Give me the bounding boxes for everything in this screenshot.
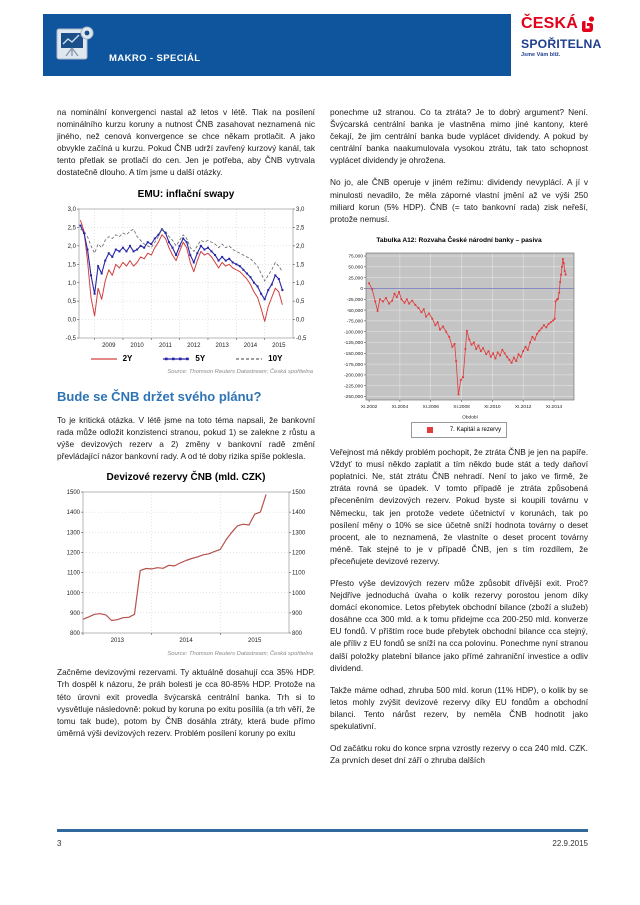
logo-text-ceska: ČESKÁ [521,15,579,32]
svg-text:2013: 2013 [215,342,229,349]
svg-text:900: 900 [292,611,303,618]
svg-text:0,0: 0,0 [296,317,305,324]
chart-title: Devizové rezervy ČNB (mld. CZK) [106,472,266,484]
chart-source: Source: Thomson Reuters Datastream; Česká spořitelna [167,651,313,658]
paragraph: Veřejnost má někdy problém pochopit, že ztráta ČNB je jen na papíře. Vždyť to musí někdo zaplatit a tím někdo bude stát a tedy daňoví poplatníci. Ne, stát ztrátu ČNB nehradí. Není to jako ve firmě, že ztráta rovná se úpadek. V tomto případě je ztráta způsobená přeceněním devizových rezerv. Pokud byste si koupili továrnu v Německu, tak jen protože vedete účetnictví v korunách, tak po posílení měny o 10% se sice účetně sníží hodnota továrny o deset procent, ale to neznamená, že vlastníte o deset procent továrny méně. Tak stejné to je v případě ČNB, jen s tím rozdílem, že přeceňujete devizové rezervy. [330,447,588,566]
footer-divider [57,829,588,832]
svg-text:1,5: 1,5 [296,262,305,269]
section-heading: Bude se ČNB držet svého plánu? [57,388,262,404]
paragraph: na nominální konvergenci nastal až letos v létě. Tlak na posílení nominálního kurzu koruny a nutnost ČNB zasahovat neznamená nic jiného, než cenová konvergence se chce někam protlačit. A jako obvykle začíná u kurzu. Pokud ČNB udrží zavřený kurzový kanál, tak tento přetlak se protlačí do cen. Jen je potřeba, aby ČNB vytrvala dostatečně dlouho. A tím jsme u další otázky. [57,107,315,178]
header-bar [43,14,511,76]
svg-text:3,0: 3,0 [67,206,76,213]
svg-text:2011: 2011 [158,342,172,349]
svg-text:-75,000: -75,000 [346,319,363,325]
svg-text:1300: 1300 [66,530,80,537]
svg-text:2015: 2015 [247,638,262,645]
svg-text:Období: Období [462,415,478,420]
svg-text:1100: 1100 [292,570,305,577]
svg-text:XI.2012: XI.2012 [514,404,532,410]
svg-text:1,5: 1,5 [67,262,76,269]
chart-title: EMU: inflační swapy [137,188,235,200]
svg-text:-225,000: -225,000 [344,384,363,390]
logo-tagline: Jsme Vám blíž. [521,52,561,59]
paragraph: Začněme devizovými rezervami. Ty aktuálně dosahují cca 35% HDP. Trh dospěl k názoru, že práh bolesti je cca 80-85% HDP. Protože na této úrovni exit provedla švýcarská centrální banka. Trh si to vysvětluje následovně: pokud by koruna po exitu posílila (a trh věří, že tomu tak bude), potom by ČNB dosáhla ztráty, která bude přímo úměrná výši devizových rezerv. Problém posílení koruny po exitu [57,667,315,738]
svg-text:0,0: 0,0 [67,317,76,324]
sparkasse-s-icon [581,16,596,37]
emu-inflation-swaps-chart [57,189,315,378]
svg-text:2015: 2015 [272,342,286,349]
paragraph: Přesto výše devizových rezerv může způsobit dřívější exit. Proč? Nejdříve jednoduchá úvaha o kolik rezervy porostou jenom díky domácí ekonomice. Letos přebytek obchodní bilance (zboží a služeb) dosáhne cca 300 mld. a k tomu přidejme cca 200-250 mld. konverze EU fondů. V příštím roce bude přebytek obchodní bilance cca stejný, ale příliv z EU fondů se sníží na cca polovinu. Ponechme nyní stranou další položky platební bilance jako přímé zahraniční investice a odliv dividend. [330,577,588,673]
paragraph: To je kritická otázka. V létě jsme na toto téma napsali, že bankovní rada může odložit konzistenci stranou, pokud 1) se zalekne z růstu a výše devizových rezerv a 2) změny v bankovní radě změní převládající názor bankovní rady. A od té doby rizika spíše poklesla. [57,414,315,462]
svg-text:1200: 1200 [292,550,306,557]
svg-text:2009: 2009 [102,342,116,349]
svg-text:2,5: 2,5 [296,225,305,232]
chart-source: Source: Thomson Reuters Datastream; Česká spořitelna [167,368,313,375]
right-column [330,106,588,776]
svg-text:1300: 1300 [292,530,306,537]
cnb-balance-sheet-chart [335,235,583,438]
svg-text:2,5: 2,5 [67,225,76,232]
svg-text:50,000: 50,000 [348,265,363,271]
svg-text:800: 800 [69,631,80,638]
fx-reserves-chart [57,472,315,660]
chart-canvas [57,487,315,647]
chart-title: Tabulka A12: Rozvaha České národní banky – pasiva [376,236,542,244]
svg-text:XI.2014: XI.2014 [545,404,563,410]
svg-text:1100: 1100 [67,570,80,577]
svg-text:900: 900 [69,611,80,618]
svg-text:75,000: 75,000 [348,254,363,260]
svg-text:2013: 2013 [110,638,125,645]
svg-text:3,0: 3,0 [296,206,305,213]
svg-text:1,0: 1,0 [296,280,305,287]
svg-text:0: 0 [360,287,363,293]
svg-text:XI.2008: XI.2008 [453,404,470,410]
svg-text:800: 800 [292,631,303,638]
legend-item: 10Y [268,353,283,363]
svg-text:2010: 2010 [130,342,144,349]
svg-text:1400: 1400 [66,510,80,517]
svg-text:1500: 1500 [66,490,80,497]
svg-text:1000: 1000 [66,591,80,598]
paragraph: ponechme už stranou. Co ta ztráta? Je to dobrý argument? Není. Švýcarská centrální banka je vlastněna mimo jiné kantony, které čekají, že jim centrální banka bude vyplácet dividendy. A pokud by centrální banka naakumulovala vysokou ztrátu, tak tato schopnost vyplácet dividendy je ohrožena. [330,107,588,166]
document-type-title: MAKRO - SPECIÁL [109,53,201,64]
svg-text:2,0: 2,0 [296,243,305,250]
svg-text:XI.2004: XI.2004 [391,404,409,410]
svg-text:-125,000: -125,000 [344,341,363,347]
svg-text:1400: 1400 [292,510,306,517]
svg-text:0,5: 0,5 [296,298,305,305]
svg-text:-50,000: -50,000 [346,308,363,314]
svg-text:25,000: 25,000 [348,276,363,282]
chart-legend [335,422,583,438]
legend-item: 7. Kapitál a rezervy [411,422,507,438]
svg-text:-175,000: -175,000 [344,362,363,368]
svg-text:2014: 2014 [243,342,258,349]
svg-text:-200,000: -200,000 [344,373,363,379]
svg-text:-100,000: -100,000 [344,330,363,336]
svg-text:-0,5: -0,5 [65,335,76,342]
svg-text:1000: 1000 [292,591,306,598]
ceska-sporitelna-logo [521,16,633,59]
paragraph: Takže máme odhad, zhruba 500 mld. korun (11% HDP), o kolik by se letos mohly zvýšit devizové rezervy díky EU fondům a obchodní bilanci. Tento nárůst rezerv, by neměla ČNB hodnotit jako spekulativní. [330,684,588,731]
footer-date: 22.9.2015 [552,839,588,848]
chart-canvas [57,204,315,352]
svg-text:-0,5: -0,5 [296,335,307,342]
chart-canvas [335,248,583,420]
svg-text:1200: 1200 [66,550,80,557]
svg-text:-150,000: -150,000 [344,351,363,357]
svg-text:-25,000: -25,000 [346,297,363,303]
svg-text:2012: 2012 [187,342,201,349]
paragraph: Od začátku roku do konce srpna vzrostly rezervy o cca 240 mld. CZK. Za prvních deset dní září o zhruba dalších [330,743,588,766]
svg-text:XI.2010: XI.2010 [484,404,501,410]
svg-text:2014: 2014 [179,638,193,645]
svg-text:-250,000: -250,000 [344,395,363,401]
svg-text:XI.2002: XI.2002 [360,404,378,410]
svg-text:0,5: 0,5 [67,298,76,305]
left-column [57,106,315,749]
svg-text:XI.2006: XI.2006 [422,404,439,410]
paragraph: No jo, ale ČNB operuje v jiném režimu: dividendy nevyplácí. A jí v minulosti nevadilo, že měla záporné vlastní jmění až ve výši 250 miliard korun (5% HDP). ČNB (= tato bankovní rada) zisk neřeší, protože nemusí. [330,177,588,224]
legend-item: 2Y [122,353,133,363]
chart-legend [57,353,315,365]
svg-text:1500: 1500 [292,490,306,497]
svg-text:2,0: 2,0 [67,243,76,250]
presentation-board-icon [56,25,96,65]
page-number: 3 [57,839,62,848]
svg-text:1,0: 1,0 [67,280,76,287]
legend-item: 5Y [162,353,205,365]
logo-text-sporitelna: SPOŘITELNA [521,37,602,51]
